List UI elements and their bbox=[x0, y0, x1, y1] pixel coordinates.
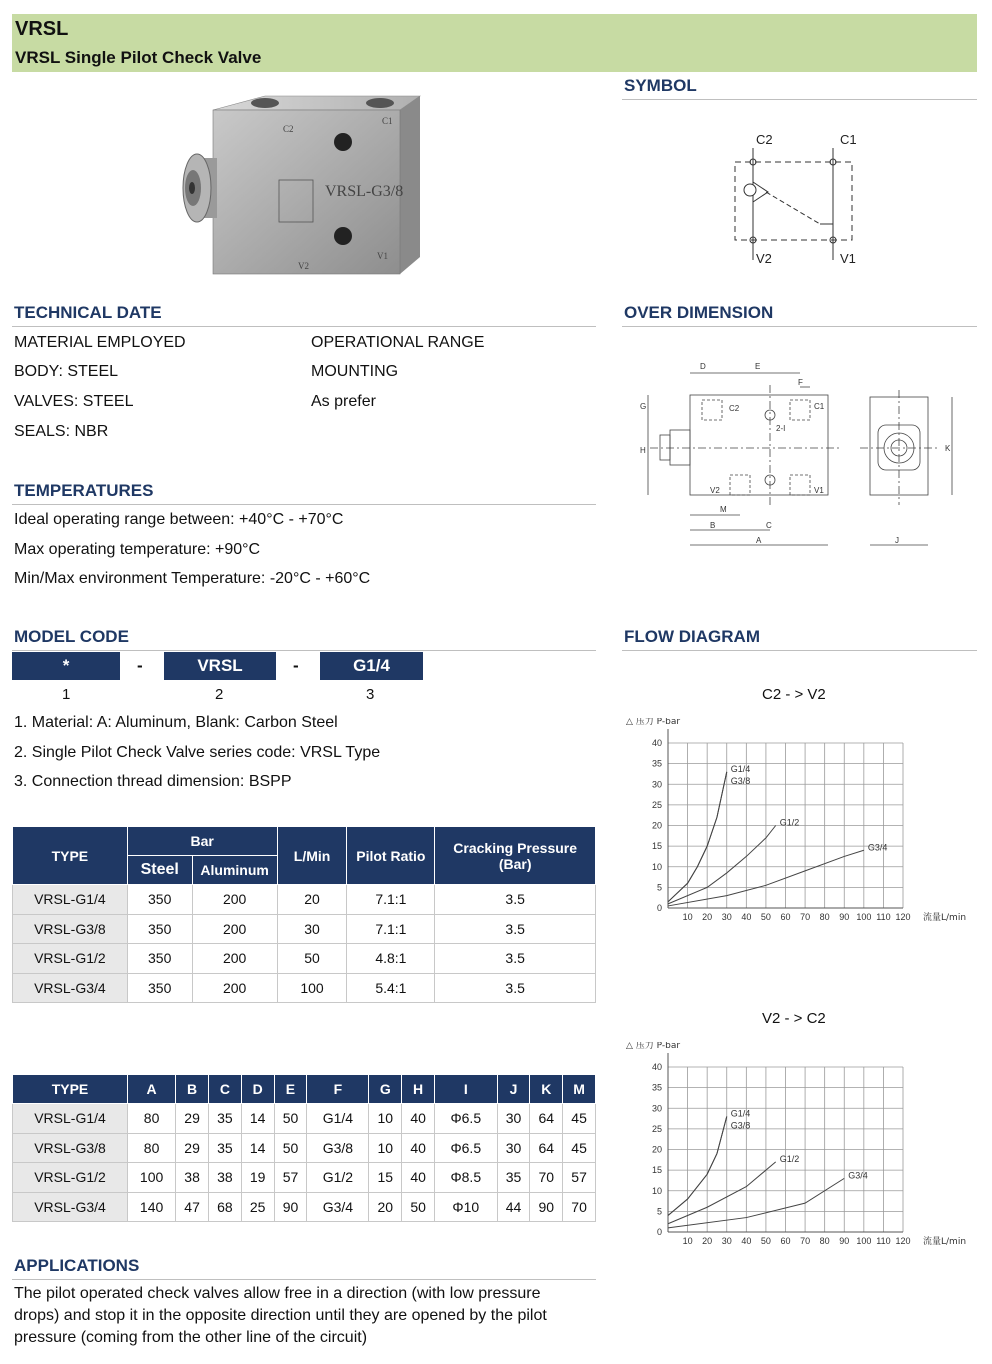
y-tick-label: 15 bbox=[651, 841, 662, 852]
table-cell: 40 bbox=[402, 1104, 435, 1134]
tech-left-3: SEALS: NBR bbox=[14, 423, 109, 440]
tech-left-2: VALVES: STEEL bbox=[14, 393, 134, 410]
y-tick-label: 0 bbox=[656, 1227, 662, 1237]
table-cell: 140 bbox=[128, 1192, 176, 1222]
x-tick-label: 90 bbox=[839, 1236, 850, 1246]
table-cell: 50 bbox=[402, 1192, 435, 1222]
x-tick-label: 100 bbox=[856, 1236, 872, 1246]
flow-heading: FLOW DIAGRAM bbox=[622, 627, 977, 651]
series-line-G1-4 bbox=[668, 772, 727, 902]
table-cell: G1/4 bbox=[307, 1104, 369, 1134]
y-tick-label: 30 bbox=[651, 1103, 662, 1114]
table-cell: 350 bbox=[127, 973, 192, 1003]
table-cell: 4.8:1 bbox=[347, 944, 435, 974]
table-cell: 350 bbox=[127, 914, 192, 944]
dim-label-g: G bbox=[640, 402, 647, 411]
model-code-num-1: 1 bbox=[62, 686, 71, 703]
table-cell: 29 bbox=[176, 1133, 209, 1163]
table-row bbox=[13, 885, 596, 915]
dim-label-d: D bbox=[700, 362, 706, 371]
table-cell: 35 bbox=[497, 1163, 530, 1193]
dim-label-e: E bbox=[755, 362, 761, 371]
dim-label-c: C bbox=[766, 521, 772, 530]
table-row bbox=[13, 1192, 596, 1222]
table-cell: 30 bbox=[497, 1104, 530, 1134]
table-row bbox=[13, 914, 596, 944]
model-code-box-1: * bbox=[12, 652, 120, 680]
table-header-cell: C bbox=[208, 1075, 241, 1104]
x-axis-label: 流量L/min bbox=[923, 1237, 967, 1247]
table-cell: 25 bbox=[241, 1192, 274, 1222]
x-tick-label: 80 bbox=[819, 1236, 830, 1246]
y-tick-label: 10 bbox=[651, 861, 662, 872]
t1-head-lmin: L/Min bbox=[277, 827, 347, 885]
t1-head-steel: Steel bbox=[127, 856, 192, 885]
x-tick-label: 50 bbox=[760, 912, 771, 922]
table-header-cell: H bbox=[402, 1075, 435, 1104]
t1-head-cracking-1: Cracking Pressure bbox=[453, 839, 578, 856]
series-line-G3-8 bbox=[668, 1117, 727, 1216]
table-cell: 20 bbox=[369, 1192, 402, 1222]
table-cell: 68 bbox=[208, 1192, 241, 1222]
x-tick-label: 70 bbox=[800, 1236, 811, 1246]
table-cell: 200 bbox=[192, 944, 277, 974]
table-cell: 15 bbox=[369, 1163, 402, 1193]
table-cell: 30 bbox=[497, 1133, 530, 1163]
x-tick-label: 10 bbox=[682, 1236, 693, 1246]
table-cell: 10 bbox=[369, 1104, 402, 1134]
x-tick-label: 50 bbox=[760, 1236, 771, 1246]
dim-label-c1: C1 bbox=[814, 402, 825, 411]
flow-chart-2-title: V2 - > C2 bbox=[762, 1010, 826, 1027]
table-cell: 80 bbox=[128, 1133, 176, 1163]
table-row bbox=[13, 1133, 596, 1163]
photo-port-v1: V1 bbox=[377, 251, 388, 261]
x-tick-label: 60 bbox=[780, 1236, 791, 1246]
y-tick-label: 35 bbox=[651, 758, 662, 769]
model-code-dash-2: - bbox=[293, 656, 299, 675]
x-tick-label: 110 bbox=[876, 912, 891, 922]
y-tick-label: 30 bbox=[651, 779, 662, 790]
table-cell: G1/2 bbox=[307, 1163, 369, 1193]
table-cell: 38 bbox=[208, 1163, 241, 1193]
series-label: G3/8 bbox=[730, 1120, 751, 1131]
table-cell: 44 bbox=[497, 1192, 530, 1222]
table-cell: 14 bbox=[241, 1133, 274, 1163]
t1-head-pilot: Pilot Ratio bbox=[347, 827, 435, 885]
dim-label-m: M bbox=[720, 505, 727, 514]
valve-symbol bbox=[700, 120, 900, 275]
table-cell: 47 bbox=[176, 1192, 209, 1222]
model-code-dash-1: - bbox=[137, 656, 143, 675]
table-cell: 350 bbox=[127, 885, 192, 915]
table-cell: 30 bbox=[277, 914, 347, 944]
model-code-num-2: 2 bbox=[215, 686, 224, 703]
technical-heading: TECHNICAL DATE bbox=[12, 303, 596, 327]
table-cell: Φ10 bbox=[435, 1192, 498, 1222]
model-code-box-3: G1/4 bbox=[320, 652, 423, 680]
flow-chart-1-title: C2 - > V2 bbox=[762, 686, 826, 703]
dim-label-f: F bbox=[798, 378, 803, 387]
temp-line-0: Ideal operating range between: +40°C - +70°C bbox=[14, 511, 344, 528]
product-code: VRSL bbox=[15, 18, 69, 40]
table-cell: 7.1:1 bbox=[347, 885, 435, 915]
table-cell: 200 bbox=[192, 973, 277, 1003]
symbol-heading: SYMBOL bbox=[622, 76, 977, 100]
dim-label-c2: C2 bbox=[729, 404, 740, 413]
x-tick-label: 80 bbox=[819, 912, 830, 922]
tech-right-2: As prefer bbox=[311, 393, 376, 410]
series-label: G3/4 bbox=[848, 1170, 868, 1181]
table-cell: VRSL-G1/4 bbox=[13, 1104, 128, 1134]
series-line-G3-4 bbox=[668, 1178, 844, 1228]
table-cell: Φ8.5 bbox=[435, 1163, 498, 1193]
photo-port-c2: C2 bbox=[283, 124, 294, 134]
series-line-G3-8 bbox=[668, 772, 727, 902]
table-cell: 64 bbox=[530, 1133, 563, 1163]
x-tick-label: 90 bbox=[839, 912, 850, 922]
symbol-label-c1: C1 bbox=[840, 132, 857, 147]
table-cell: 19 bbox=[241, 1163, 274, 1193]
x-tick-label: 40 bbox=[741, 1236, 752, 1246]
table-cell: VRSL-G1/2 bbox=[13, 1163, 128, 1193]
table-cell: VRSL-G3/8 bbox=[13, 914, 128, 944]
x-tick-label: 20 bbox=[702, 1236, 713, 1246]
table-header-cell: G bbox=[369, 1075, 402, 1104]
symbol-label-v2: V2 bbox=[756, 251, 772, 266]
x-tick-label: 120 bbox=[895, 1236, 911, 1246]
x-tick-label: 100 bbox=[856, 912, 872, 922]
t1-head-cracking bbox=[435, 827, 596, 885]
y-axis-label: △ 压力 P-bar bbox=[626, 1042, 681, 1051]
t1-head-cracking-2: (Bar) bbox=[498, 855, 532, 872]
y-tick-label: 0 bbox=[656, 903, 662, 913]
y-tick-label: 25 bbox=[651, 1123, 662, 1134]
symbol-label-c2: C2 bbox=[756, 132, 773, 147]
table-cell: 7.1:1 bbox=[347, 914, 435, 944]
table-cell: 50 bbox=[277, 944, 347, 974]
tech-right-0: OPERATIONAL RANGE bbox=[311, 334, 485, 351]
table-row bbox=[13, 1104, 596, 1134]
dimension-heading: OVER DIMENSION bbox=[622, 303, 977, 327]
tech-left-1: BODY: STEEL bbox=[14, 363, 119, 380]
table-cell: Φ6.5 bbox=[435, 1133, 498, 1163]
temp-line-1: Max operating temperature: +90°C bbox=[14, 541, 261, 558]
table-cell: 57 bbox=[563, 1163, 596, 1193]
photo-port-c1: C1 bbox=[382, 116, 393, 126]
table-cell: 70 bbox=[563, 1192, 596, 1222]
series-label: G3/4 bbox=[867, 842, 888, 853]
x-tick-label: 20 bbox=[702, 912, 713, 922]
x-tick-label: 120 bbox=[895, 912, 911, 922]
dim-label-a: A bbox=[756, 536, 762, 545]
table-cell: 40 bbox=[402, 1163, 435, 1193]
table-cell: 3.5 bbox=[435, 885, 596, 915]
x-tick-label: 70 bbox=[800, 912, 811, 922]
tech-right-1: MOUNTING bbox=[311, 363, 399, 380]
header-banner bbox=[12, 14, 977, 72]
flow-chart-2 bbox=[618, 1042, 978, 1252]
table-header-cell: B bbox=[176, 1075, 209, 1104]
series-line-G1-2 bbox=[668, 826, 776, 904]
dimension-table bbox=[12, 1074, 596, 1222]
table-cell: 100 bbox=[277, 973, 347, 1003]
dim-label-j: J bbox=[895, 536, 899, 545]
table-cell: 70 bbox=[530, 1163, 563, 1193]
temp-line-2: Min/Max environment Temperature: -20°C - +60°C bbox=[14, 570, 371, 587]
table-cell: 38 bbox=[176, 1163, 209, 1193]
x-tick-label: 30 bbox=[721, 912, 732, 922]
x-tick-label: 30 bbox=[721, 1236, 732, 1246]
x-axis-label: 流量L/min bbox=[923, 913, 967, 923]
table-cell: 35 bbox=[208, 1133, 241, 1163]
table-cell: 14 bbox=[241, 1104, 274, 1134]
series-label: G1/4 bbox=[730, 763, 751, 774]
y-tick-label: 15 bbox=[651, 1165, 662, 1176]
model-note-3: 3. Connection thread dimension: BSPP bbox=[14, 773, 292, 790]
photo-body-text: VRSL-G3/8 bbox=[325, 183, 404, 200]
series-label: G1/2 bbox=[779, 817, 800, 828]
symbol-label-v1: V1 bbox=[840, 251, 856, 266]
table-cell: 350 bbox=[127, 944, 192, 974]
table-cell: 90 bbox=[530, 1192, 563, 1222]
table-cell: 64 bbox=[530, 1104, 563, 1134]
dim-label-v2: V2 bbox=[710, 486, 720, 495]
table-cell: 5.4:1 bbox=[347, 973, 435, 1003]
series-line-G1-4 bbox=[668, 1117, 727, 1216]
series-label: G3/8 bbox=[730, 775, 751, 786]
x-tick-label: 110 bbox=[876, 1236, 891, 1246]
table-cell: 50 bbox=[274, 1133, 307, 1163]
table-cell: 35 bbox=[208, 1104, 241, 1134]
table-cell: 40 bbox=[402, 1133, 435, 1163]
table-cell: 100 bbox=[128, 1163, 176, 1193]
table-cell: VRSL-G1/4 bbox=[13, 885, 128, 915]
table-cell: G3/4 bbox=[307, 1192, 369, 1222]
y-tick-label: 5 bbox=[656, 1206, 662, 1217]
model-code-heading: MODEL CODE bbox=[12, 627, 596, 651]
dim-label-h: H bbox=[640, 446, 646, 455]
series-label: G1/4 bbox=[730, 1108, 751, 1119]
dim-label-v1: V1 bbox=[814, 486, 824, 495]
table-header-cell: E bbox=[274, 1075, 307, 1104]
table-cell: VRSL-G3/8 bbox=[13, 1133, 128, 1163]
dim-label-b: B bbox=[710, 521, 716, 530]
y-tick-label: 25 bbox=[651, 799, 662, 810]
table-cell: 50 bbox=[274, 1104, 307, 1134]
model-note-1: 1. Material: A: Aluminum, Blank: Carbon Steel bbox=[14, 714, 338, 731]
dim-label-k: K bbox=[945, 444, 951, 453]
y-tick-label: 20 bbox=[651, 1144, 662, 1155]
y-tick-label: 40 bbox=[651, 738, 662, 748]
table-cell: 3.5 bbox=[435, 973, 596, 1003]
table-header-cell: M bbox=[563, 1075, 596, 1104]
table-header-cell: A bbox=[128, 1075, 176, 1104]
series-label: G1/2 bbox=[779, 1153, 800, 1164]
pressure-table bbox=[12, 826, 596, 1003]
table-cell: 45 bbox=[563, 1104, 596, 1134]
y-tick-label: 35 bbox=[651, 1082, 662, 1093]
model-note-2: 2. Single Pilot Check Valve series code: VRSL Type bbox=[14, 744, 381, 761]
table-cell: G3/8 bbox=[307, 1133, 369, 1163]
table-row bbox=[13, 944, 596, 974]
table-cell: 200 bbox=[192, 885, 277, 915]
table-cell: 45 bbox=[563, 1133, 596, 1163]
y-tick-label: 40 bbox=[651, 1062, 662, 1072]
y-tick-label: 20 bbox=[651, 820, 662, 831]
dim-label-2i: 2-I bbox=[776, 424, 786, 433]
product-title: VRSL Single Pilot Check Valve bbox=[15, 48, 262, 67]
table-cell: 3.5 bbox=[435, 914, 596, 944]
applications-heading: APPLICATIONS bbox=[12, 1256, 596, 1280]
table-row bbox=[13, 1163, 596, 1193]
table-cell: VRSL-G1/2 bbox=[13, 944, 128, 974]
applications-text: The pilot operated check valves allow free in a direction (with low pressure drops) and stop it in the opposite direction until they are opened by the pilot pressure (coming from the other line of the circuit) bbox=[14, 1285, 547, 1346]
t1-head-type: TYPE bbox=[13, 827, 128, 885]
table-header-cell: I bbox=[435, 1075, 498, 1104]
table-cell: 200 bbox=[192, 914, 277, 944]
flow-chart-1 bbox=[618, 718, 978, 928]
table-header-cell: D bbox=[241, 1075, 274, 1104]
x-tick-label: 10 bbox=[682, 912, 693, 922]
y-tick-label: 5 bbox=[656, 882, 662, 893]
table-cell: VRSL-G3/4 bbox=[13, 973, 128, 1003]
table-cell: Φ6.5 bbox=[435, 1104, 498, 1134]
table-header-cell: F bbox=[307, 1075, 369, 1104]
photo-port-v2: V2 bbox=[298, 261, 309, 271]
table-cell: VRSL-G3/4 bbox=[13, 1192, 128, 1222]
model-code-num-3: 3 bbox=[366, 686, 375, 703]
table-cell: 3.5 bbox=[435, 944, 596, 974]
table-row bbox=[13, 973, 596, 1003]
table-cell: 10 bbox=[369, 1133, 402, 1163]
model-code-box-2: VRSL bbox=[164, 652, 276, 680]
table-cell: 80 bbox=[128, 1104, 176, 1134]
x-tick-label: 40 bbox=[741, 912, 752, 922]
table-cell: 20 bbox=[277, 885, 347, 915]
y-tick-label: 10 bbox=[651, 1185, 662, 1196]
tech-left-0: MATERIAL EMPLOYED bbox=[14, 334, 186, 351]
table-cell: 29 bbox=[176, 1104, 209, 1134]
temperatures-heading: TEMPERATURES bbox=[12, 481, 596, 505]
table-cell: 57 bbox=[274, 1163, 307, 1193]
dimension-drawing bbox=[630, 355, 970, 555]
t1-head-bar: Bar bbox=[127, 827, 277, 856]
product-photo bbox=[175, 92, 430, 282]
t1-head-aluminum: Aluminum bbox=[192, 856, 277, 885]
table-header-cell: J bbox=[497, 1075, 530, 1104]
table-header-cell: TYPE bbox=[13, 1075, 128, 1104]
x-tick-label: 60 bbox=[780, 912, 791, 922]
table-cell: 90 bbox=[274, 1192, 307, 1222]
y-axis-label: △ 压力 P-bar bbox=[626, 718, 681, 727]
table-header-cell: K bbox=[530, 1075, 563, 1104]
